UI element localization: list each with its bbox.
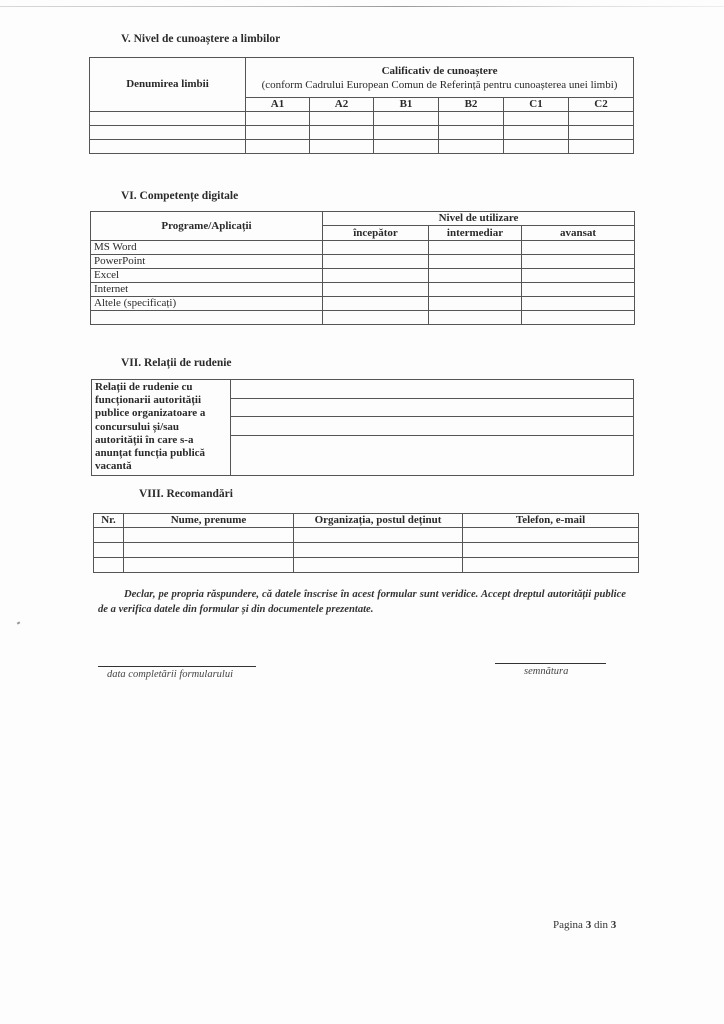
advanced-cell[interactable] <box>522 241 635 255</box>
total-pages: 3 <box>610 919 617 931</box>
table-row <box>90 126 634 140</box>
intermediate-cell[interactable] <box>429 255 522 269</box>
table-row <box>94 543 639 558</box>
advanced-cell[interactable] <box>522 283 635 297</box>
page-word: Pagina <box>553 919 583 931</box>
date-signature-line[interactable] <box>98 666 256 667</box>
family-relation-input[interactable] <box>231 436 634 476</box>
digital-skills-table <box>90 211 635 325</box>
declaration-paragraph <box>98 587 626 617</box>
table-row <box>90 112 634 126</box>
header-name: Nume, prenume <box>124 514 294 528</box>
language-input[interactable] <box>90 112 246 126</box>
family-relations-label: Relații de rudenie cu funcționarii autorității publice organizatoare a concursului și/sau autorității în care s-a anunțat funcția publică vacantă <box>92 380 231 476</box>
intermediate-cell[interactable] <box>429 283 522 297</box>
level-intermediate: intermediar <box>429 226 522 241</box>
declaration-text: Declar, pe propria răspundere, că datele înscrise în acest formular sunt veridice. Accept dreptul autorității publice de a verifica datele din formular și din documentele prezentate. <box>98 589 626 615</box>
section-v-title: V. Nivel de cunoaștere a limbilor <box>121 33 281 45</box>
header-qualifier <box>246 58 634 98</box>
level-cell[interactable] <box>439 112 504 126</box>
family-relation-input[interactable] <box>231 399 634 417</box>
header-contact: Telefon, e-mail <box>463 514 639 528</box>
date-label: data completării formularului <box>107 669 233 680</box>
beginner-cell[interactable] <box>323 297 429 311</box>
contact-input[interactable] <box>463 558 639 573</box>
level-cell[interactable] <box>374 112 439 126</box>
advanced-cell[interactable] <box>522 297 635 311</box>
program-name: Internet <box>91 283 323 297</box>
page-number <box>553 919 616 931</box>
program-name: Altele (specificați) <box>91 297 323 311</box>
advanced-cell[interactable] <box>522 255 635 269</box>
section-viii-title: VIII. Recomandări <box>139 488 233 500</box>
level-cell[interactable] <box>569 126 634 140</box>
number-cell[interactable] <box>94 543 124 558</box>
intermediate-cell[interactable] <box>429 241 522 255</box>
of-word: din <box>593 919 609 931</box>
level-cell[interactable] <box>374 140 439 154</box>
level-cell[interactable] <box>504 112 569 126</box>
name-input[interactable] <box>124 528 294 543</box>
intermediate-cell[interactable] <box>429 269 522 283</box>
program-name: PowerPoint <box>91 255 323 269</box>
header-usage-level: Nivel de utilizare <box>323 212 635 226</box>
level-cell[interactable] <box>246 112 310 126</box>
recommendations-table <box>93 513 639 573</box>
family-relations-table <box>91 379 634 476</box>
current-page: 3 <box>585 919 592 931</box>
level-cell[interactable] <box>374 126 439 140</box>
header-qualifier-note: (conform Cadrului European Comun de Referință pentru cunoașterea unei limbi) <box>261 78 618 91</box>
level-cell[interactable] <box>504 126 569 140</box>
signature-line[interactable] <box>495 663 606 664</box>
scan-speck <box>17 621 21 624</box>
organization-input[interactable] <box>294 528 463 543</box>
level-cell[interactable] <box>310 112 374 126</box>
number-cell[interactable] <box>94 558 124 573</box>
level-cell[interactable] <box>569 140 634 154</box>
table-row <box>91 311 635 325</box>
beginner-cell[interactable] <box>323 311 429 325</box>
signature-label: semnătura <box>524 666 569 677</box>
program-name: Excel <box>91 269 323 283</box>
table-row <box>91 297 635 311</box>
header-programs: Programe/Aplicații <box>91 212 323 241</box>
level-cell[interactable] <box>246 140 310 154</box>
contact-input[interactable] <box>463 528 639 543</box>
table-row <box>91 269 635 283</box>
level-beginner: începător <box>323 226 429 241</box>
level-c1: C1 <box>504 98 569 112</box>
language-input[interactable] <box>90 126 246 140</box>
language-input[interactable] <box>90 140 246 154</box>
advanced-cell[interactable] <box>522 269 635 283</box>
level-cell[interactable] <box>439 140 504 154</box>
level-cell[interactable] <box>246 126 310 140</box>
name-input[interactable] <box>124 558 294 573</box>
header-organization: Organizația, postul deținut <box>294 514 463 528</box>
family-relation-input[interactable] <box>231 380 634 399</box>
header-language-name: Denumirea limbii <box>90 58 246 112</box>
table-row <box>90 140 634 154</box>
level-cell[interactable] <box>569 112 634 126</box>
header-qualifier-title: Calificativ de cunoaștere <box>381 64 498 77</box>
header-number: Nr. <box>94 514 124 528</box>
table-row <box>94 528 639 543</box>
level-a1: A1 <box>246 98 310 112</box>
level-cell[interactable] <box>504 140 569 154</box>
organization-input[interactable] <box>294 558 463 573</box>
level-cell[interactable] <box>310 126 374 140</box>
section-vii-title: VII. Relații de rudenie <box>121 357 232 369</box>
table-row <box>94 558 639 573</box>
beginner-cell[interactable] <box>323 283 429 297</box>
program-name-input[interactable] <box>91 311 323 325</box>
languages-table <box>89 57 634 154</box>
table-row <box>91 255 635 269</box>
level-cell[interactable] <box>439 126 504 140</box>
name-input[interactable] <box>124 543 294 558</box>
organization-input[interactable] <box>294 543 463 558</box>
advanced-cell[interactable] <box>522 311 635 325</box>
intermediate-cell[interactable] <box>429 297 522 311</box>
program-name: MS Word <box>91 241 323 255</box>
scan-artifact-line <box>0 6 724 7</box>
table-row <box>91 283 635 297</box>
level-b2: B2 <box>439 98 504 112</box>
level-a2: A2 <box>310 98 374 112</box>
beginner-cell[interactable] <box>323 269 429 283</box>
contact-input[interactable] <box>463 543 639 558</box>
section-vi-title: VI. Competențe digitale <box>121 190 239 202</box>
number-cell[interactable] <box>94 528 124 543</box>
level-advanced: avansat <box>522 226 635 241</box>
level-c2: C2 <box>569 98 634 112</box>
level-b1: B1 <box>374 98 439 112</box>
beginner-cell[interactable] <box>323 255 429 269</box>
level-cell[interactable] <box>310 140 374 154</box>
family-relation-input[interactable] <box>231 417 634 436</box>
table-row <box>91 241 635 255</box>
intermediate-cell[interactable] <box>429 311 522 325</box>
beginner-cell[interactable] <box>323 241 429 255</box>
